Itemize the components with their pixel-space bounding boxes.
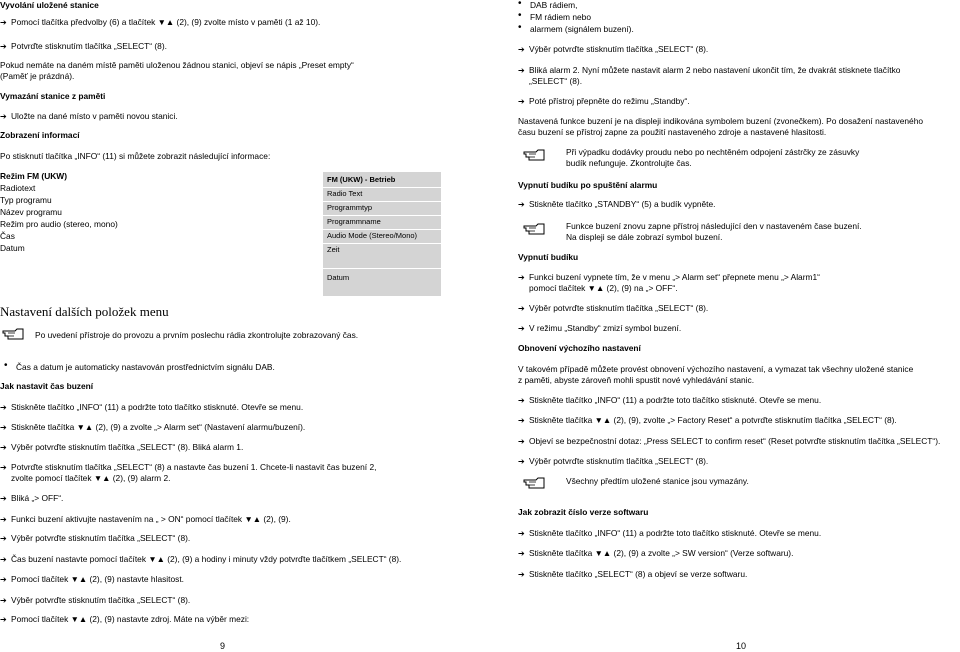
arrow-right-icon: ➔ — [518, 529, 525, 538]
arrow-right-icon: ➔ — [518, 66, 525, 75]
step: ➔ Pomocí tlačítek ▼▲ (2), (9) nastavte zdroj. Máte na výběr mezi: — [0, 614, 250, 624]
step: ➔ Stiskněte tlačítko „INFO“ (11) a podržte toto tlačítko stisknuté. Otevře se menu. — [518, 395, 822, 405]
step: ➔ Potvrďte stisknutím tlačítka „SELECT“ (8). — [0, 41, 167, 51]
bullet-item: • DAB rádiem, — [530, 0, 577, 11]
table-row: Programmtyp — [327, 203, 373, 212]
paragraph: (Paměť je prázdná). — [0, 71, 75, 81]
step: ➔ Stiskněte tlačítko „STANDBY“ (5) a budík vypněte. — [518, 199, 716, 209]
arrow-right-icon: ➔ — [518, 457, 525, 466]
step: ➔ Výběr potvrďte stisknutím tlačítka „SELECT“ (8). Bliká alarm 1. — [0, 442, 244, 452]
arrow-right-icon: ➔ — [0, 575, 7, 584]
info-item: Režim FM (UKW) — [0, 171, 67, 181]
arrow-right-icon: ➔ — [0, 112, 7, 121]
note: Při výpadku dodávky proudu nebo po nechtěném odpojení zástrčky ze zásuvky — [566, 147, 860, 157]
arrow-right-icon: ➔ — [0, 463, 7, 472]
step: ➔ Potvrďte stisknutím tlačítka „SELECT“ (8) a nastavte čas buzení 1. Chcete-li nastavit čas buzení 2, — [0, 462, 377, 472]
info-item: Čas — [0, 231, 15, 241]
step: ➔ Stiskněte tlačítko „SELECT“ (8) a objeví se verze softwaru. — [518, 569, 748, 579]
arrow-right-icon: ➔ — [518, 570, 525, 579]
heading-alarm-off: Vypnutí budíku — [518, 252, 579, 262]
arrow-right-icon: ➔ — [0, 443, 7, 452]
step: ➔ Objeví se bezpečnostní dotaz: „Press SELECT to confirm reset“ (Reset potvrďte stisknutím tlačítka „SELECT“). — [518, 436, 941, 446]
info-item: Datum — [0, 243, 25, 253]
arrow-right-icon: ➔ — [518, 396, 525, 405]
table-row: FM (UKW) - Betrieb — [327, 175, 396, 184]
step: ➔ Bliká „> OFF“. — [0, 493, 64, 503]
arrow-right-icon: ➔ — [0, 423, 7, 432]
step: ➔ Stiskněte tlačítko „INFO“ (11) a podržte toto tlačítko stisknuté. Otevře se menu. — [0, 402, 304, 412]
arrow-right-icon: ➔ — [518, 549, 525, 558]
bullet-item: • FM rádiem nebo — [530, 12, 591, 23]
step: ➔ Funkci buzení aktivujte nastavením na „ > ON“ pomocí tlačítek ▼▲ (2), (9). — [0, 514, 291, 524]
pointing-hand-icon — [2, 327, 24, 341]
arrow-right-icon: ➔ — [0, 403, 7, 412]
step: ➔ Pomocí tlačítek ▼▲ (2), (9) nastavte hlasitost. — [0, 574, 184, 584]
step-continued: pomocí tlačítek ▼▲ (2), (9) na „> OFF“. — [529, 283, 678, 293]
step: ➔ Stiskněte tlačítka ▼▲ (2), (9) a zvolte „> SW version“ (Verze softwaru). — [518, 548, 794, 558]
paragraph: Nastavená funkce buzení je na displeji indikována symbolem buzení (zvonečkem). Po dosažení nastaveného — [518, 116, 924, 126]
arrow-right-icon: ➔ — [0, 534, 7, 543]
step: ➔ Výběr potvrďte stisknutím tlačítka „SELECT“ (8). — [518, 303, 709, 313]
arrow-right-icon: ➔ — [0, 555, 7, 564]
page-number: 9 — [220, 641, 226, 651]
step: ➔ Výběr potvrďte stisknutím tlačítka „SELECT“ (8). — [518, 456, 709, 466]
table-row: Programmname — [327, 217, 381, 226]
bullet-item: • Čas a datum je automaticky nastavován prostřednictvím signálu DAB. — [16, 362, 275, 373]
step: ➔ Čas buzení nastavte pomocí tlačítek ▼▲ (2), (9) a hodiny i minuty vždy potvrďte tlačítkem „SELECT“ (8). — [0, 554, 402, 564]
note: Po uvedení přístroje do provozu a prvním poslechu rádia zkontrolujte zobrazovaný čas. — [35, 330, 359, 340]
arrow-right-icon: ➔ — [518, 304, 525, 313]
note: budík nefunguje. Zkontrolujte čas. — [566, 158, 692, 168]
arrow-right-icon: ➔ — [518, 416, 525, 425]
heading-delete: Vymazání stanice z paměti — [0, 91, 106, 101]
step: ➔ Výběr potvrďte stisknutím tlačítka „SELECT“ (8). — [518, 44, 709, 54]
arrow-right-icon: ➔ — [518, 324, 525, 333]
info-item: Radiotext — [0, 183, 36, 193]
info-item: Režim pro audio (stereo, mono) — [0, 219, 118, 229]
arrow-right-icon: ➔ — [0, 42, 7, 51]
info-item: Název programu — [0, 207, 62, 217]
pointing-hand-icon — [523, 148, 545, 162]
heading-recall: Vyvolání uložené stanice — [0, 0, 99, 10]
step-continued: zvolte pomocí tlačítek ▼▲ (2), (9) alarm 2. — [11, 473, 171, 483]
step: ➔ Stiskněte tlačítka ▼▲ (2), (9) a zvolte „> Alarm set“ (Nastavení alarmu/buzení). — [0, 422, 306, 432]
arrow-right-icon: ➔ — [518, 97, 525, 106]
page-number: 10 — [736, 641, 747, 651]
step-continued: „SELECT“ (8). — [529, 76, 583, 86]
arrow-right-icon: ➔ — [0, 18, 7, 27]
paragraph: V takovém případě můžete provést obnovení výchozího nastavení, a vymazat tak všechny uložené stanice — [518, 364, 914, 374]
paragraph: času buzení se přístroj zapne za použití nastaveného zdroje a nastavené hlasitosti. — [518, 127, 827, 137]
note: Funkce buzení znovu zapne přístroj následující den v nastaveném čase buzení. — [566, 221, 862, 231]
step: ➔ Poté přístroj přepněte do režimu „Standby“. — [518, 96, 690, 106]
step: ➔ Stiskněte tlačítka ▼▲ (2), (9), zvolte „> Factory Reset“ a potvrďte stisknutím tlačítka „SELECT“ (8). — [518, 415, 897, 425]
display-info-table — [323, 172, 441, 296]
note: Na displeji se dále zobrazí symbol buzení. — [566, 232, 723, 242]
heading-alarm-stop: Vypnutí budíku po spuštění alarmu — [518, 180, 658, 190]
table-row: Datum — [327, 273, 350, 282]
paragraph: z paměti, abyste zároveň mohli spustit nové vyhledávání stanic. — [518, 375, 755, 385]
heading-more-settings: Nastavení dalších položek menu — [0, 304, 169, 319]
paragraph: Pokud nemáte na daném místě paměti uloženou žádnou stanici, objeví se nápis „Preset empty“ — [0, 60, 354, 70]
step: ➔ Výběr potvrďte stisknutím tlačítka „SELECT“ (8). — [0, 595, 191, 605]
step: ➔ Pomocí tlačítka předvolby (6) a tlačítek ▼▲ (2), (9) zvolte místo v paměti (1 až 10). — [0, 17, 321, 27]
heading-reset: Obnovení výchozího nastavení — [518, 343, 641, 353]
step: ➔ Stiskněte tlačítko „INFO“ (11) a podržte toto tlačítko stisknuté. Otevře se menu. — [518, 528, 822, 538]
arrow-right-icon: ➔ — [518, 45, 525, 54]
arrow-right-icon: ➔ — [0, 615, 7, 624]
arrow-right-icon: ➔ — [0, 515, 7, 524]
arrow-right-icon: ➔ — [518, 437, 525, 446]
paragraph: Po stisknutí tlačítka „INFO“ (11) si můžete zobrazit následující informace: — [0, 151, 271, 161]
heading-sw-version: Jak zobrazit číslo verze softwaru — [518, 507, 649, 517]
step: ➔ Funkci buzení vypnete tím, že v menu „> Alarm set“ přepnete menu „> Alarm1“ — [518, 272, 820, 282]
arrow-right-icon: ➔ — [518, 273, 525, 282]
note: Všechny předtím uložené stanice jsou vymazány. — [566, 476, 749, 486]
table-row: Zeit — [327, 245, 340, 254]
table-row: Audio Mode (Stereo/Mono) — [327, 231, 418, 240]
step: ➔ Uložte na dané místo v paměti novou stanici. — [0, 111, 178, 121]
heading-info: Zobrazení informací — [0, 130, 80, 140]
arrow-right-icon: ➔ — [518, 200, 525, 209]
step: ➔ V režimu „Standby“ zmizí symbol buzení. — [518, 323, 682, 333]
arrow-right-icon: ➔ — [0, 494, 7, 503]
pointing-hand-icon — [523, 222, 545, 236]
table-row: Radio Text — [327, 189, 363, 198]
step: ➔ Výběr potvrďte stisknutím tlačítka „SELECT“ (8). — [0, 533, 191, 543]
pointing-hand-icon — [523, 476, 545, 490]
arrow-right-icon: ➔ — [0, 596, 7, 605]
bullet-item: • alarmem (signálem buzení). — [530, 24, 634, 35]
heading-alarm-time: Jak nastavit čas buzení — [0, 381, 94, 391]
info-item: Typ programu — [0, 195, 52, 205]
step: ➔ Bliká alarm 2. Nyní můžete nastavit alarm 2 nebo nastavení ukončit tím, že dvakrát stisknete tlačítko — [518, 65, 901, 75]
